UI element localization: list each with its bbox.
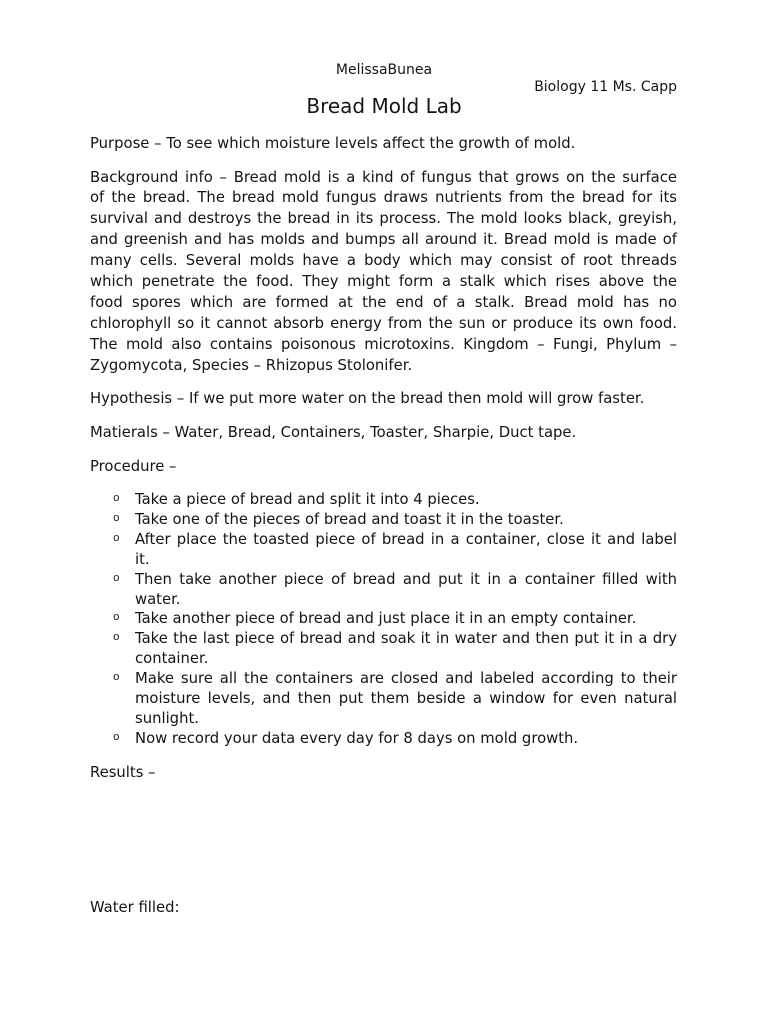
paragraph-line: Background info – Bread mold is a kind of fungus that grows on the surface (90, 168, 677, 186)
list-item (113, 629, 677, 669)
paragraph-line: Zygomycota, Species – Rhizopus Stolonifer. (90, 356, 413, 374)
document-title: Bread Mold Lab (306, 94, 462, 118)
list-item (113, 570, 677, 610)
paragraph-line: survival and destroys the bread in its process. The mold looks black, greyish, (90, 210, 677, 228)
bullet-marker: o (113, 632, 120, 645)
list-item-line: Take one of the pieces of bread and toast it in the toaster. (135, 510, 564, 528)
course-info: Biology 11 Ms. Capp (534, 79, 677, 95)
list-item (113, 669, 677, 729)
list-item-line: Now record your data every day for 8 days on mold growth. (135, 729, 579, 747)
list-item (113, 490, 677, 510)
bullet-marker: o (113, 493, 120, 505)
paragraph-line: and greenish and has molds and bumps all around it. Bread mold is made of (90, 231, 677, 249)
author-name: MelissaBunea (335, 62, 433, 78)
list-item-line: Make sure all the containers are closed and labeled according to their (135, 670, 677, 688)
list-item-line: container. (135, 650, 209, 668)
hypothesis-paragraph: Hypothesis – If we put more water on the bread then mold will grow faster. (90, 389, 645, 407)
paragraph-line: many cells. Several molds have a body which may consist of root threads (90, 252, 677, 270)
list-item-line: Take a piece of bread and split it into 4 pieces. (135, 491, 480, 508)
paragraph-line: of the bread. The bread mold fungus draws nutrients from the bread for its (90, 189, 677, 207)
list-item (113, 530, 677, 570)
list-item-line: water. (135, 590, 181, 608)
list-item-line: sunlight. (135, 709, 199, 727)
list-item-line: Take the last piece of bread and soak it in water and then put it in a dry (135, 630, 677, 648)
list-item-line: Then take another piece of bread and put it in a container filled with (135, 570, 677, 588)
bullet-marker: o (113, 672, 120, 685)
materials-paragraph: Matierals – Water, Bread, Containers, Toaster, Sharpie, Duct tape. (90, 423, 577, 441)
bullet-marker: o (113, 612, 120, 625)
bullet-marker: o (113, 512, 120, 525)
list-item (113, 510, 677, 530)
list-item-line: moisture levels, and then put them beside a window for even natural (135, 690, 677, 708)
list-item-line: After place the toasted piece of bread in a container, close it and label (135, 530, 677, 548)
procedure-heading: Procedure – (90, 457, 177, 475)
list-item-line: Take another piece of bread and just place it in an empty container. (135, 610, 637, 628)
list-item-line: it. (135, 550, 150, 568)
purpose-paragraph: Purpose – To see which moisture levels affect the growth of mold. (90, 134, 576, 152)
water-filled-heading: Water filled: (90, 898, 180, 916)
list-item (113, 729, 677, 749)
background-paragraph (90, 168, 677, 377)
bullet-marker: o (113, 572, 120, 585)
paragraph-line: food spores which are formed at the end of a stalk. Bread mold has no (90, 293, 677, 311)
results-heading: Results – (90, 763, 156, 781)
paragraph-line: The mold also contains poisonous microtoxins. Kingdom – Fungi, Phylum – (90, 335, 677, 353)
list-item (113, 609, 677, 629)
procedure-list (113, 490, 677, 749)
bullet-marker: o (113, 532, 120, 545)
paragraph-line: which penetrate the food. They might form a stalk which rises above the (90, 273, 677, 291)
paragraph-line: chlorophyll so it cannot absorb energy from the sun or produce its own food. (90, 314, 677, 332)
bullet-marker: o (113, 731, 120, 744)
